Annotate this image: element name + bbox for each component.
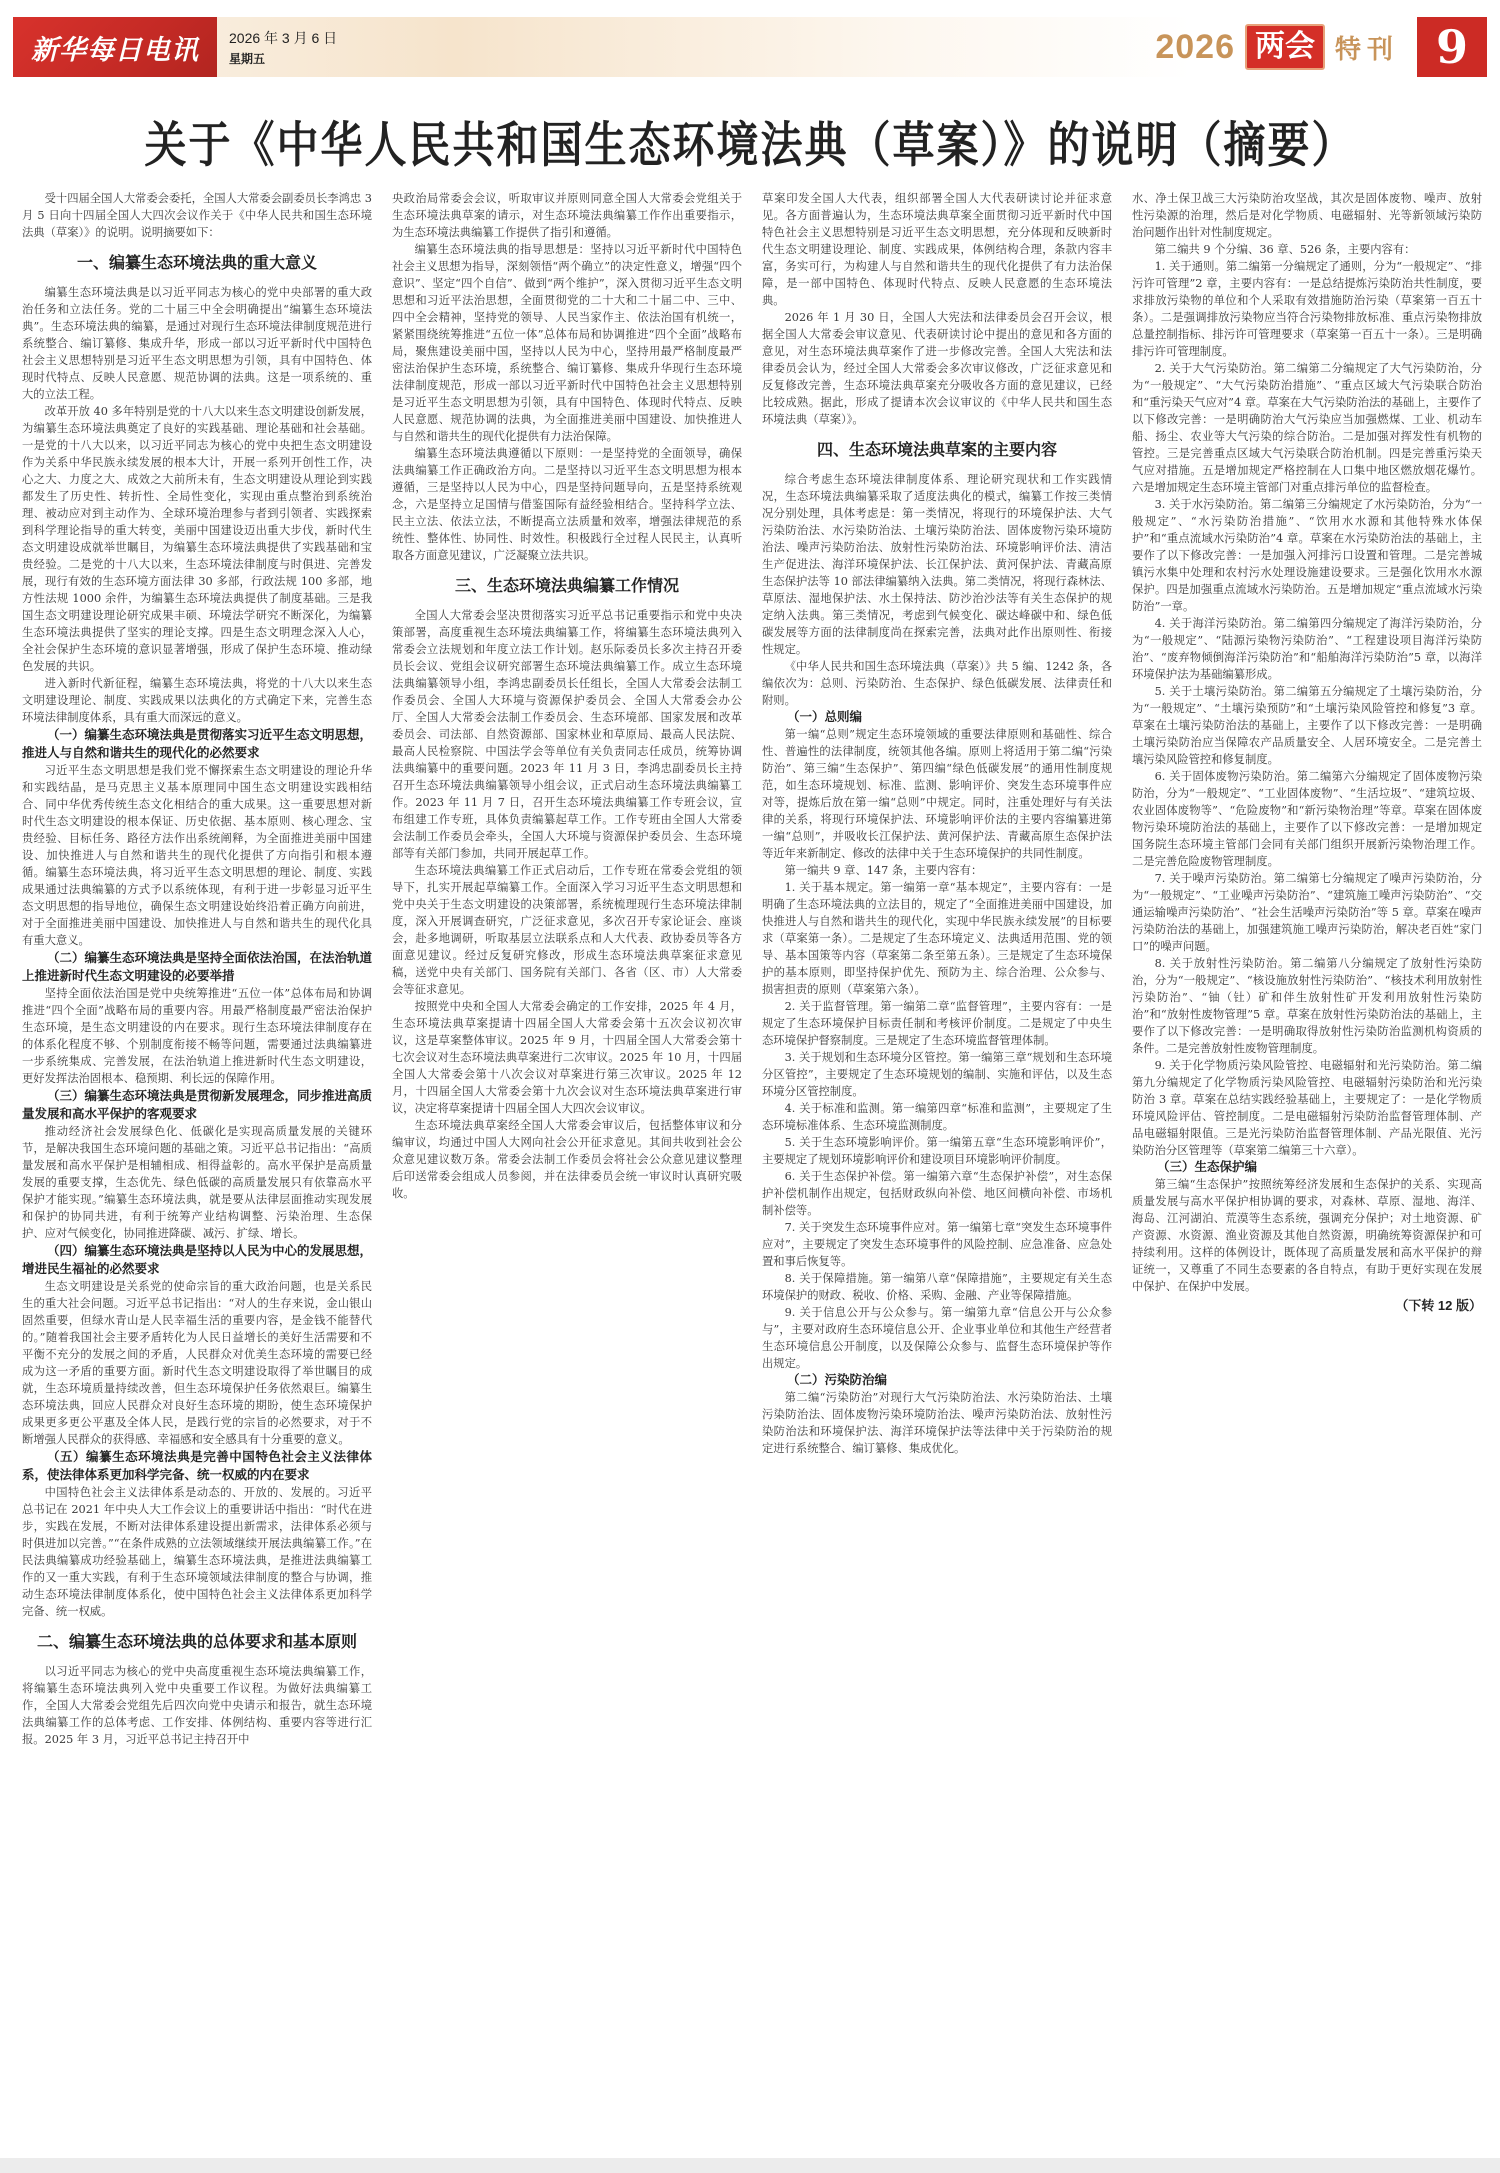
subheading-ecology: （三）生态保护编	[1157, 1160, 1258, 1174]
list-item: 4. 关于标准和监测。第一编第四章“标准和监测”，主要规定了生态环境标准体系、生态环境监测制度。	[762, 1102, 1112, 1132]
section-heading-3: 三、生态环境法典编纂工作情况	[454, 578, 679, 595]
paragraph: 2026 年 1 月 30 日，全国人大宪法和法律委员会召开会议，根据全国人大常委会审议意见、代表研读讨论中提出的意见和各方面的意见，对生态环境法典草案作了进一步修改完善。全国人大宪法和法律委员会认为，经过全国人大常委会多次审议修改，广泛征求意见和反复修改完善，生态环境法典草案充分吸收各方面的意见建议，已经比较成熟。据此，形成了提请本次会议审议的《中华人民共和国生态环境法典（草案）》。	[762, 311, 1112, 426]
paragraph: 《中华人民共和国生态环境法典（草案）》共 5 编、1242 条，各编依次为：总则、污染防治、生态保护、绿色低碳发展、法律责任和附则。	[762, 660, 1112, 707]
list-item: 3. 关于水污染防治。第二编第三分编规定了水污染防治，分为“一般规定”、“水污染防治措施”、“饮用水水源和其他特殊水体保护”和“重点流域水污染防治”4 章。草案在水污染防治法的基础上，主要作了以下修改完善：一是加强入河排污口设置和管理。二是完善城镇污水集中处理和农村污水处理设施建设要求。三是强化饮用水水源保护。四是加强重点流域水污染防治。五是增加规定“重点流域水污染防治”一章。	[1132, 498, 1482, 613]
special-year: 2026	[1155, 27, 1235, 66]
lianghui-badge: 两会	[1245, 24, 1325, 70]
continued-on-page[interactable]: （下转 12 版）	[1395, 1298, 1482, 1313]
list-item: 3. 关于规划和生态环境分区管控。第一编第三章“规划和生态环境分区管控”，主要规定了生态环境规划的编制、实施和评估，以及生态环境分区管控制度。	[762, 1051, 1112, 1098]
article-body	[22, 190, 1482, 2150]
column-3	[762, 190, 1112, 2150]
paragraph: 生态文明建设是关系党的使命宗旨的重大政治问题，也是关系民生的重大社会问题。习近平总书记指出：“对人的生存来说，金山银山固然重要，但绿水青山是人民幸福生活的重要内容，是金钱不能替代的。”随着我国社会主要矛盾转化为人民日益增长的美好生活需要和不平衡不充分的发展之间的矛盾，人民群众对优美生态环境的需要已经成为这一矛盾的重要方面。新时代生态文明建设取得了举世瞩目的成就，生态环境质量持续改善，但生态环境保护任务依然艰巨。编纂生态环境法典，回应人民群众对良好生态环境的期盼，使生态环境保护成果更多更公平惠及全体人民，是践行党的宗旨的必然要求，对于不断增强人民群众的获得感、幸福感和安全感具有十分重要的意义。	[22, 1280, 372, 1446]
subheading: （二）编纂生态环境法典是坚持全面依法治国，在法治轨道上推进新时代生态文明建设的必要举措	[22, 951, 372, 983]
subheading: （一）编纂生态环境法典是贯彻落实习近平生态文明思想，推进人与自然和谐共生的现代化的必然要求	[22, 728, 372, 760]
paragraph: 生态环境法典编纂工作正式启动后，工作专班在常委会党组的领导下，扎实开展起草编纂工作。全面深入学习习近平生态文明思想和党中央关于生态文明建设的决策部署，系统梳理现行生态环境法律制度，深入开展调查研究，广泛征求意见，多次召开专家论证会、座谈会，赴多地调研，听取基层立法联系点和人大代表、政协委员等各方面意见建议。经过反复研究修改，形成生态环境法典草案征求意见稿，送党中央有关部门、国务院有关部门、各省（区、市）人大常委会等征求意见。	[392, 864, 742, 996]
paragraph: 编纂生态环境法典是以习近平同志为核心的党中央部署的重大政治任务和立法任务。党的二十届三中全会明确提出“编纂生态环境法典”。生态环境法典的编纂，是通过对现行生态环境法律制度规范进行系统整合、编订纂修、集成升华，形成一部以习近平新时代中国特色社会主义思想特别是习近平生态文明思想为引领，具有中国特色、体现时代特点、反映人民意愿、规范协调的法典。这是一项系统的、重大的立法工程。	[22, 286, 372, 401]
list-item: 9. 关于信息公开与公众参与。第一编第九章“信息公开与公众参与”，主要对政府生态环境信息公开、企业事业单位和其他生产经营者生态环境信息公开制度，以及保障公众参与、监督生态环境保护等作出规定。	[762, 1306, 1112, 1370]
list-item: 7. 关于噪声污染防治。第二编第七分编规定了噪声污染防治，分为“一般规定”、“工业噪声污染防治”、“建筑施工噪声污染防治”、“交通运输噪声污染防治”、“社会生活噪声污染防治”等 5 章。草案在噪声污染防治法的基础上，加强建筑施工噪声污染防治，解决老百姓“家门口”的噪声问题。	[1132, 872, 1482, 953]
paragraph: 进入新时代新征程，编纂生态环境法典，将党的十八大以来生态文明建设理论、制度、实践成果以法典化的方式确定下来，完善生态环境法律制度体系，具有重大而深远的意义。	[22, 677, 372, 724]
issue-weekday: 星期五	[229, 51, 266, 66]
section-heading-4: 四、生态环境法典草案的主要内容	[816, 442, 1057, 459]
list-item: 8. 关于保障措施。第一编第八章“保障措施”，主要规定有关生态环境保护的财政、税收、价格、采购、金融、产业等保障措施。	[762, 1272, 1112, 1302]
paragraph: 第二编“污染防治”对现行大气污染防治法、水污染防治法、土壤污染防治法、固体废物污染环境防治法、噪声污染防治法、放射性污染防治法和环境保护法、海洋环境保护法等法律中关于污染防治的规定进行系统整合、编订纂修、集成优化。	[762, 1391, 1112, 1455]
list-item: 7. 关于突发生态环境事件应对。第一编第七章“突发生态环境事件应对”，主要规定了突发生态环境事件的风险控制、应急准备、应急处置和事后恢复等。	[762, 1221, 1112, 1268]
list-item: 8. 关于放射性污染防治。第二编第八分编规定了放射性污染防治，分为“一般规定”、“核设施放射性污染防治”、“核技术利用放射性污染防治”、“铀（钍）矿和伴生放射性矿开发利用放射性污染防治”和“放射性废物管理”5 章。草案在放射性污染防治法的基础上，主要作了以下修改完善：一是明确取得放射性污染防治监测机构资质的条件。二是完善放射性废物管理制度。	[1132, 957, 1482, 1055]
list-item: 2. 关于监督管理。第一编第二章“监督管理”，主要内容有：一是规定了生态环境保护目标责任制和考核评价制度。二是规定了中央生态环境保护督察制度。三是规定了生态环境监督管理体制。	[762, 1000, 1112, 1047]
paragraph: 改革开放 40 多年特别是党的十八大以来生态文明建设创新发展，为编纂生态环境法典奠定了良好的实践基础、理论基础和社会基础。一是党的十八大以来，以习近平同志为核心的党中央把生态文明建设作为关系中华民族永续发展的根本大计，开展一系列开创性工作，决心之大、力度之大、成效之大前所未有，生态文明建设从理论到实践都发生了历史性、转折性、全局性变化，实现由重点整治到系统治理、被动应对到主动作为、全球环境治理参与者到引领者、实践探索到科学理论指导的重大转变，美丽中国建设迈出重大步伐，新时代生态文明建设成就举世瞩目，为编纂生态环境法典提供了实践基础和宝贵经验。二是党的十八大以来，生态环境法律制度与时俱进、完善发展，现行有效的生态环境方面法律 30 多部，行政法规 100 多部，地方性法规 1000 余件，为编纂生态环境法典提供了制度基础。三是我国生态文明建设理论研究成果丰硕、环境法学研究不断深化，为编纂生态环境法典提供了坚实的理论支撑。四是生态文明理念深入人心，全社会保护生态环境的意识显著增强，形成了保护生态环境、推动绿色发展的共识。	[22, 405, 372, 673]
paragraph: 央政治局常委会会议，听取审议并原则同意全国人大常委会党组关于生态环境法典草案的请示，对生态环境法典编纂工作作出重要指示，为生态环境法典编纂工作提供了指引和遵循。	[392, 192, 742, 239]
paragraph: 草案印发全国人大代表，组织部署全国人大代表研读讨论并征求意见。各方面普遍认为，生态环境法典草案全面贯彻习近平新时代中国特色社会主义思想特别是习近平生态文明思想，充分体现和反映新时代生态文明建设理论、制度、实践成果，体例结构合理，条款内容丰富，务实可行，为构建人与自然和谐共生的现代化提供了有力法治保障，是一部中国特色、体现时代特点、反映人民意愿的生态环境法典。	[762, 192, 1112, 307]
column-2	[392, 190, 742, 2150]
subheading: （三）编纂生态环境法典是贯彻新发展理念，同步推进高质量发展和高水平保护的客观要求	[22, 1089, 372, 1121]
paragraph: 第二编共 9 个分编、36 章、526 条，主要内容有：	[1154, 243, 1416, 256]
list-item: 5. 关于土壤污染防治。第二编第五分编规定了土壤污染防治，分为“一般规定”、“土壤污染预防”和“土壤污染风险管控和修复”3 章。草案在土壤污染防治法的基础上，主要作了以下修改完善：一是明确土壤污染防治应当保障农产品质量安全、人居环境安全。二是完善土壤污染风险管控和修复制度。	[1132, 685, 1482, 766]
intro-paragraph: 受十四届全国人大常委会委托，全国人大常委会副委员长李鸿忠 3 月 5 日向十四届全国人大四次会议作关于《中华人民共和国生态环境法典（草案）》的说明。说明摘要如下：	[22, 192, 372, 239]
subheading-pollution: （二）污染防治编	[787, 1373, 888, 1387]
subheading: （四）编纂生态环境法典是坚持以人民为中心的发展思想，增进民生福祉的必然要求	[22, 1244, 372, 1276]
issue-date: 2026 年 3 月 6 日	[229, 29, 338, 46]
list-item: 1. 关于基本规定。第一编第一章“基本规定”，主要内容有：一是明确了生态环境法典的立法目的，规定了“全面推进美丽中国建设，加快推进人与自然和谐共生的现代化，实现中华民族永续发展”的目标要求（草案第一条）。二是规定了生态环境定义、法典适用范围、党的领导、基本国策等内容（草案第二条至第五条）。三是规定了生态环境保护的基本原则，即坚持保护优先、预防为主、综合治理、公众参与、损害担责的原则（草案第六条）。	[762, 881, 1112, 996]
special-label: 特刊	[1334, 33, 1399, 64]
paragraph: 第三编“生态保护”按照统筹经济发展和生态保护的关系、实现高质量发展与高水平保护相协调的要求，对森林、草原、湿地、海洋、海岛、江河湖泊、荒漠等生态系统，强调充分保护；对土地资源、矿产资源、水资源、渔业资源及其他自然资源，明确统筹资源保护和可持续利用。这样的体例设计，既体现了高质量发展和高水平保护的辩证统一，又尊重了不同生态要素的各自特点，有助于更好实现在发展中保护、在保护中发展。	[1132, 1178, 1482, 1293]
page-number: 9	[1417, 17, 1487, 77]
newspaper-logo	[13, 17, 217, 77]
paragraph: 推动经济社会发展绿色化、低碳化是实现高质量发展的关键环节，是解决我国生态环境问题的基础之策。习近平总书记指出：“高质量发展和高水平保护是相辅相成、相得益彰的。高水平保护是高质量发展的重要支撑，生态优先、绿色低碳的高质量发展只有依靠高水平保护才能实现。”编纂生态环境法典，就是要从法律层面推动实现发展和保护的协同共进，有利于统筹产业结构调整、污染治理、生态保护、应对气候变化，协同推进降碳、减污、扩绿、增长。	[22, 1125, 372, 1240]
list-item: 5. 关于生态环境影响评价。第一编第五章“生态环境影响评价”，主要规定了规划环境影响评价和建设项目环境影响评价制度。	[762, 1136, 1112, 1166]
paragraph: 生态环境法典草案经全国人大常委会审议后，包括整体审议和分编审议，均通过中国人大网向社会公开征求意见。其间共收到社会公众意见建议数万条。常委会法制工作委员会将社会公众意见建议整理后印送常委会组成人员参阅，并在法律委员会统一审议时认真研究吸收。	[392, 1119, 742, 1200]
section-heading-2: 二、编纂生态环境法典的总体要求和基本原则	[36, 1634, 357, 1651]
paragraph: 综合考虑生态环境法律制度体系、理论研究现状和工作实践情况，生态环境法典编纂采取了适度法典化的模式，编纂工作按三类情况分别处理，具体考虑是：第一类情况，将现行的环境保护法、大气污染防治法、水污染防治法、土壤污染防治法、固体废物污染环境防治法、噪声污染防治法、放射性污染防治法、环境影响评价法、清洁生产促进法、海洋环境保护法、长江保护法、黄河保护法、青藏高原生态保护法等 10 部法律编纂纳入法典。第二类情况，将现行森林法、草原法、湿地保护法、水土保持法、防沙治沙法等有关生态保护的规定纳入法典。第三类情况，考虑到气候变化、碳达峰碳中和、绿色低碳发展等方面的法律制度尚在探索完善，法典对此作出原则性、衔接性规定。	[762, 473, 1112, 656]
list-item: 6. 关于固体废物污染防治。第二编第六分编规定了固体废物污染防治，分为“一般规定”、“工业固体废物”、“生活垃圾”、“建筑垃圾、农业固体废物等”、“危险废物”和“新污染物治理”等章。草案在固体废物污染环境防治法的基础上，主要作了以下修改完善：一是增加规定国务院生态环境主管部门会同有关部门组织开展新污染物治理工作。二是完善危险废物管理制度。	[1132, 770, 1482, 868]
paragraph: 以习近平同志为核心的党中央高度重视生态环境法典编纂工作，将编纂生态环境法典列入党中央重要工作议程。为做好法典编纂工作，全国人大常委会党组先后四次向党中央请示和报告，就生态环境法典编纂工作的总体考虑、工作安排、体例结构、重要内容等进行汇报。2025 年 3 月，习近平总书记主持召开中	[22, 1665, 372, 1746]
paragraph: 水、净土保卫战三大污染防治攻坚战，其次是固体废物、噪声、放射性污染源的治理，然后是对化学物质、电磁辐射、光等新领域污染防治问题作出针对性制度规定。	[1132, 192, 1482, 239]
paragraph: 习近平生态文明思想是我们党不懈探索生态文明建设的理论升华和实践结晶，是马克思主义基本原理同中国生态文明建设实践相结合、同中华优秀传统生态文化相结合的重大成果。这一重要思想对新时代生态文明建设的根本保证、历史依据、基本原则、核心理念、宝贵经验、目标任务、路径方法作出系统阐释，为全面推进美丽中国建设、加快推进人与自然和谐共生的现代化提供了方向指引和根本遵循。编纂生态环境法典，将习近平生态文明思想的理论、制度、实践成果通过法典编纂的方式予以系统体现，有利于进一步彰显习近平生态文明思想的指导地位，确保生态文明建设始终沿着正确方向前进，对于全面推进美丽中国建设、加快推进人与自然和谐共生的现代化具有重大意义。	[22, 764, 372, 947]
page-bottom-bar	[0, 2158, 1500, 2173]
article-title: 关于《中华人民共和国生态环境法典（草案）》的说明（摘要）	[144, 116, 1356, 174]
list-item: 9. 关于化学物质污染风险管控、电磁辐射和光污染防治。第二编第九分编规定了化学物质污染风险管控、电磁辐射污染防治和光污染防治 3 章。草案在总结实践经验基础上，主要规定了：一是化学物质环境风险评估、管控制度。二是电磁辐射污染防治监督管理体制、产品电磁辐射限值。三是光污染防治监督管理体制、产品光限值、光污染防治分区管理等（草案第二编第三十六章）。	[1132, 1059, 1482, 1157]
list-item: 1. 关于通则。第二编第一分编规定了通则，分为“一般规定”、“排污许可管理”2 章，主要内容有：一是总结提炼污染防治共性制度，要求排放污染物的单位和个人采取有效措施防治污染（草案第一百五十条）。二是强调排放污染物应当符合污染物排放标准、重点污染物排放总量控制指标、排污许可管理要求（草案第一百五十一条）。三是明确排污许可管理制度。	[1132, 260, 1482, 358]
section-heading-1: 一、编纂生态环境法典的重大意义	[76, 255, 317, 272]
list-item: 2. 关于大气污染防治。第二编第二分编规定了大气污染防治，分为“一般规定”、“大气污染防治措施”、“重点区域大气污染联合防治和“重污染天气应对”4 章。草案在大气污染防治法的基础上，主要作了以下修改完善：一是明确防治大气污染应当加强燃煤、工业、机动车船、扬尘、农业等大气污染的综合防治。二是加强对挥发性有机物的管控。三是完善重点区域大气污染联合防治机制。四是完善重污染天气应对措施。五是增加规定严格控制在人口集中地区燃放烟花爆竹。六是增加规定生态环境主管部门对重点排污单位的监督检查。	[1132, 362, 1482, 494]
paragraph: 编纂生态环境法典的指导思想是：坚持以习近平新时代中国特色社会主义思想为指导，深刻领悟“两个确立”的决定性意义，增强“四个意识”、坚定“四个自信”、做到“两个维护”，深入贯彻习近平生态文明思想和习近平法治思想，全面贯彻党的二十大和二十届二中、三中、四中全会精神，坚持党的领导、人民当家作主、依法治国有机统一，紧紧围绕统筹推进“五位一体”总体布局和协调推进“四个全面”战略布局，聚焦建设美丽中国，坚持以人民为中心，坚持用最严格制度最严密法治保护生态环境，系统整合、编订纂修、集成升华现行生态环境法律制度规范，形成一部以习近平新时代中国特色社会主义思想特别是习近平生态文明思想为引领，具有中国特色、体现时代特点、反映人民意愿、规范协调的法典，为全面推进美丽中国建设、加快推进人与自然和谐共生的现代化提供有力法治保障。	[392, 243, 742, 443]
paragraph: 编纂生态环境法典遵循以下原则：一是坚持党的全面领导，确保法典编纂工作正确政治方向。二是坚持以习近平生态文明思想为根本遵循，三是坚持以人民为中心，四是坚持问题导向，五是坚持系统观念，六是坚持立足国情与借鉴国际有益经验相结合。坚持科学立法、民主立法、依法立法，不断提高立法质量和效率，增强法律规范的系统性、整体性、协同性、时效性。积极践行全过程人民民主，认真听取各方面意见建议，广泛凝聚立法共识。	[392, 447, 742, 562]
date-block	[217, 17, 349, 77]
column-4	[1132, 190, 1482, 2150]
subheading: （五）编纂生态环境法典是完善中国特色社会主义法律体系，使法律体系更加科学完备、统一权威的内在要求	[22, 1450, 372, 1482]
list-item: 4. 关于海洋污染防治。第二编第四分编规定了海洋污染防治，分为“一般规定”、“陆源污染物污染防治”、“工程建设项目海洋污染防治”、“废弃物倾倒海洋污染防治”和“船舶海洋污染防治”5 章，以海洋环境保护法为基础编纂形成。	[1132, 617, 1482, 681]
logo-text: 新华每日电讯	[31, 34, 199, 66]
masthead	[13, 17, 1487, 77]
paragraph: 第一编共 9 章、147 条，主要内容有：	[784, 864, 983, 877]
paragraph: 按照党中央和全国人大常委会确定的工作安排，2025 年 4 月，生态环境法典草案提请十四届全国人大常委会第十五次会议初次审议，这是草案整体审议。2025 年 9 月，十四届全国人大常委会第十七次会议对生态环境法典草案进行二次审议。2025 年 10 月，十四届全国人大常委会第十八次会议对草案进行第三次审议。2025 年 12 月，十四届全国人大常委会第十九次会议对生态环境法典草案进行审议，决定将草案提请十四届全国人大四次会议审议。	[392, 1000, 742, 1115]
paragraph: 第一编“总则”规定生态环境领域的重要法律原则和基础性、综合性、普遍性的法律制度，统领其他各编。原则上将适用于第二编“污染防治”、第三编“生态保护”、第四编“绿色低碳发展”的通用性制度规范，如生态环境规划、标准、监测、影响评价、突发生态环境事件应对等，提炼后放在第一编“总则”中规定。同时，注重处理好与有关法律的关系，将现行环境保护法、环境影响评价法的主要内容编纂进第一编“总则”，并吸收长江保护法、黄河保护法、青藏高原生态保护法等近年来新制定、修改的法律中关于生态环境保护的共同性制度。	[762, 728, 1112, 860]
paragraph: 中国特色社会主义法律体系是动态的、开放的、发展的。习近平总书记在 2021 年中央人大工作会议上的重要讲话中指出：“时代在进步，实践在发展，不断对法律体系建设提出新需求，法律体系必须与时俱进加以完善。”“在条件成熟的立法领域继续开展法典编纂工作。”在民法典编纂成功经验基础上，编纂生态环境法典，是推进法典编纂工作的又一重大实践，有利于生态环境领域法律制度的整合与协调，推动生态环境法律制度体系化，使中国特色社会主义法律体系更加科学完备、统一权威。	[22, 1486, 372, 1618]
column-1	[22, 190, 372, 2150]
list-item: 6. 关于生态保护补偿。第一编第六章“生态保护补偿”，对生态保护补偿机制作出规定，包括财政纵向补偿、地区间横向补偿、市场机制补偿等。	[762, 1170, 1112, 1217]
special-issue-banner	[1155, 17, 1487, 77]
subheading-general-part: （一）总则编	[787, 710, 863, 724]
paragraph: 坚持全面依法治国是党中央统筹推进“五位一体”总体布局和协调推进“四个全面”战略布局的重要内容。用最严格制度最严密法治保护生态环境，是生态文明建设的内在要求。现行生态环境法律制度存在的体系化程度不够、个别制度衔接不畅等问题，需要通过法典编纂进一步系统集成、完善发展，在法治轨道上推进新时代生态文明建设，更好发挥法治固根本、稳预期、利长远的保障作用。	[22, 987, 372, 1085]
paragraph: 全国人大常委会坚决贯彻落实习近平总书记重要指示和党中央决策部署，高度重视生态环境法典编纂工作，将编纂生态环境法典列入常委会立法规划和年度立法工作计划。赵乐际委员长多次主持召开委员长会议、党组会议研究部署生态环境法典编纂工作。成立生态环境法典编纂领导小组，李鸿忠副委员长任组长，全国人大常委会法制工作委员会、全国人大环境与资源保护委员会、全国人大常委会办公厅、全国人大常委会法制工作委员会、生态环境部、国家发展和改革委员会、司法部、自然资源部、国家林业和草原局、最高人民法院、最高人民检察院、中国法学会等单位有关负责同志任成员，统筹协调法典编纂中的重要问题。2023 年 11 月 3 日，李鸿忠副委员长主持召开生态环境法典编纂领导小组会议，正式启动生态环境法典编纂工作。2023 年 11 月 7 日，召开生态环境法典编纂工作专班会议，宣布组建工作专班，具体负责编纂起草工作。工作专班由全国人大常委会法制工作委员会牵头，全国人大环境与资源保护委员会、生态环境部等有关部门参加，共同开展起草工作。	[392, 609, 742, 860]
